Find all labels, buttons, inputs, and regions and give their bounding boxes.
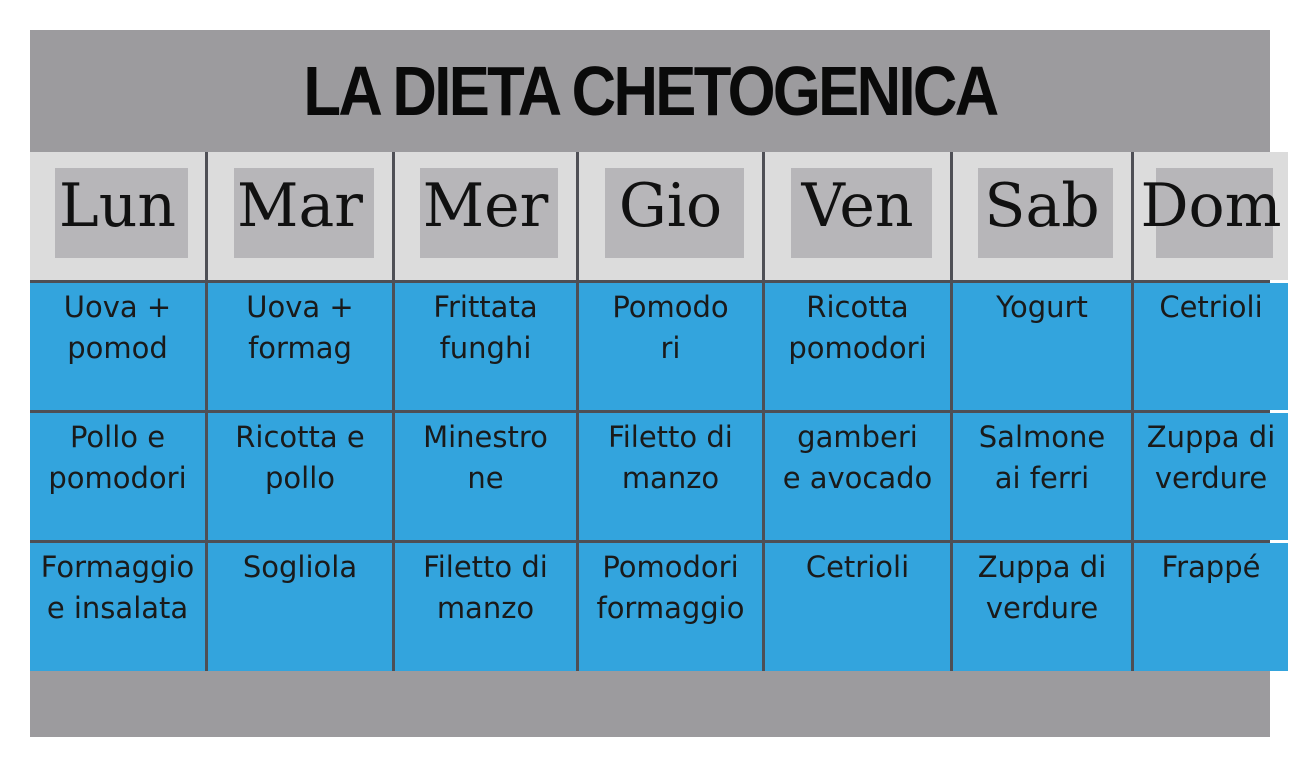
meal-cell: Pollo e pomodori [30, 413, 205, 540]
day-header-ven: Ven [765, 152, 950, 280]
meal-cell: Zuppa di verdure [953, 543, 1131, 671]
meal-cell: Frappé [1134, 543, 1288, 671]
meal-cell: Formaggio e insalata [30, 543, 205, 671]
meal-cell: Frittata funghi [395, 283, 576, 410]
meal-cell: Zuppa di verdure [1134, 413, 1288, 540]
meal-cell: Cetrioli [1134, 283, 1288, 410]
meal-cell: Ricotta pomodori [765, 283, 950, 410]
page-title: LA DIETA CHETOGENICA [303, 52, 997, 130]
meal-cell: Sogliola [208, 543, 392, 671]
meal-cell: Pomodo ri [579, 283, 762, 410]
meal-cell: Minestro ne [395, 413, 576, 540]
day-header-dom: Dom [1134, 152, 1288, 280]
meal-cell: Uova + formag [208, 283, 392, 410]
day-header-sab: Sab [953, 152, 1131, 280]
weekly-meal-table [30, 152, 1282, 671]
meal-cell: Uova + pomod [30, 283, 205, 410]
meal-cell: Ricotta e pollo [208, 413, 392, 540]
diet-board [30, 30, 1282, 737]
day-header-gio: Gio [579, 152, 762, 280]
day-header-mar: Mar [208, 152, 392, 280]
meal-cell: Filetto di manzo [395, 543, 576, 671]
day-header-mer: Mer [395, 152, 576, 280]
meal-cell: Filetto di manzo [579, 413, 762, 540]
day-header-lun: Lun [30, 152, 205, 280]
meal-cell: Cetrioli [765, 543, 950, 671]
meal-cell: gamberi e avocado [765, 413, 950, 540]
meal-cell: Salmone ai ferri [953, 413, 1131, 540]
meal-cell: Pomodori formaggio [579, 543, 762, 671]
meal-cell: Yogurt [953, 283, 1131, 410]
